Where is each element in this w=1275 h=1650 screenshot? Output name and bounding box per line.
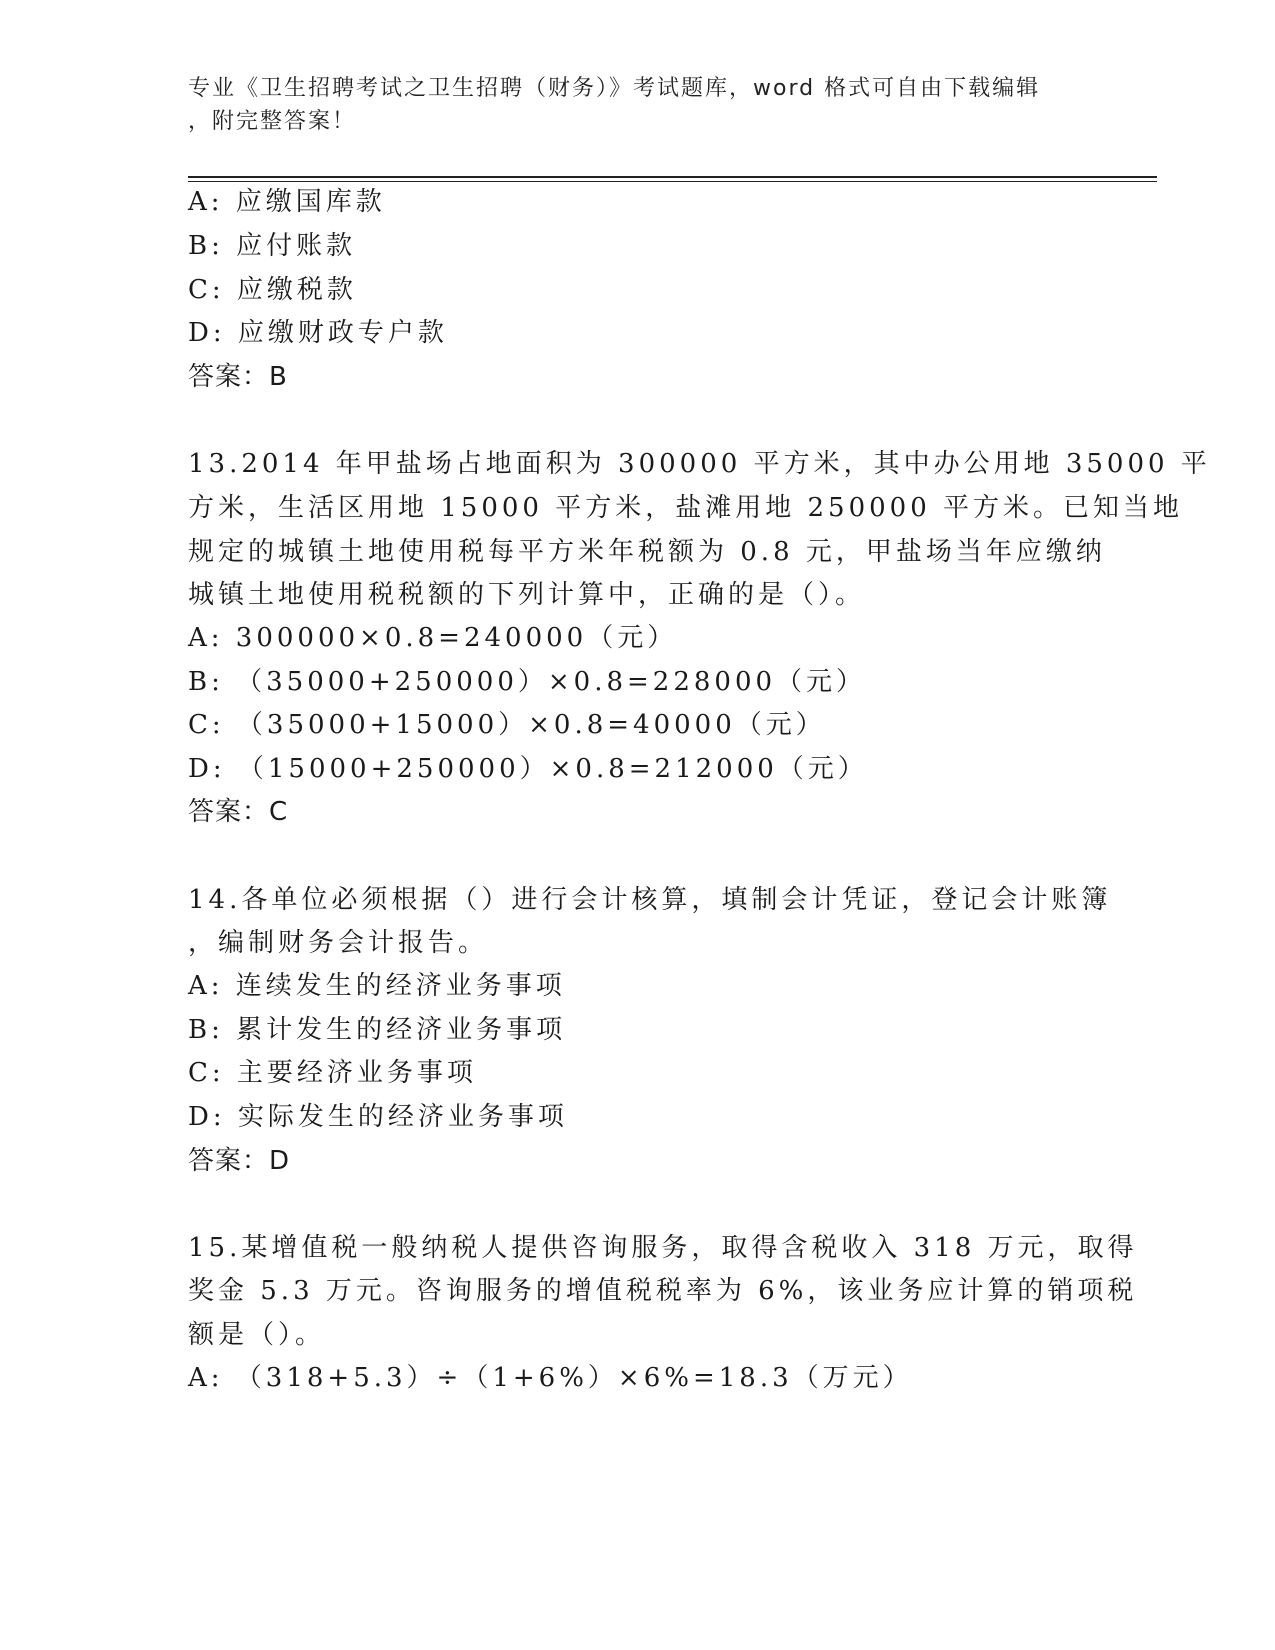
q13-answer: 答案：C: [188, 797, 289, 827]
q13-stem-line-3: 规定的城镇土地使用税每平方米年税额为 0.8 元，甲盐场当年应缴纳: [188, 537, 1106, 567]
q14-option-a: A: 连续发生的经济业务事项: [188, 971, 566, 1001]
q15-stem-line-2: 奖金 5.3 万元。咨询服务的增值税税率为 6%，该业务应计算的销项税: [188, 1276, 1138, 1306]
q15-option-a: A: （318+5.3）÷（1+6%）×6%=18.3（万元）: [188, 1363, 913, 1393]
document-header: [188, 72, 1088, 138]
q13-stem-line-4: 城镇土地使用税税额的下列计算中，正确的是（）。: [188, 580, 866, 610]
q13-option-c: C: （35000+15000）×0.8=40000（元）: [188, 710, 826, 740]
header-line-1: 专业《卫生招聘考试之卫生招聘（财务）》考试题库，word 格式可自由下载编辑: [188, 76, 1041, 101]
q15-stem-line-1: 15.某增值税一般纳税人提供咨询服务，取得含税收入 318 万元，取得: [188, 1233, 1138, 1263]
q12-answer: 答案：B: [188, 362, 288, 392]
q14-option-b: B: 累计发生的经济业务事项: [188, 1015, 567, 1045]
q13-stem-line-2: 方米，生活区用地 15000 平方米，盐滩用地 250000 平方米。已知当地: [188, 493, 1184, 523]
q14-option-c: C: 主要经济业务事项: [188, 1058, 477, 1088]
q12-option-b: B: 应付账款: [188, 231, 357, 261]
q13-option-d: D: （15000+250000）×0.8=212000（元）: [188, 754, 868, 784]
q15-stem-line-3: 额是（）。: [188, 1320, 326, 1350]
q14-answer: 答案：D: [188, 1146, 291, 1176]
q14-stem-line-1: 14.各单位必须根据（）进行会计核算，填制会计凭证，登记会计账簿: [188, 885, 1112, 915]
q14-option-d: D: 实际发生的经济业务事项: [188, 1102, 568, 1132]
q13-option-a: A: 300000×0.8=240000（元）: [188, 623, 678, 653]
q12-option-c: C: 应缴税款: [188, 275, 357, 305]
q12-option-d: D: 应缴财政专户款: [188, 318, 448, 348]
header-rule-thin: [188, 181, 1157, 182]
q14-stem-line-2: ，编制财务会计报告。: [188, 928, 489, 958]
q12-option-a: A: 应缴国库款: [188, 187, 386, 217]
q13-option-b: B: （35000+250000）×0.8=228000（元）: [188, 667, 867, 697]
q13-stem-line-1: 13.2014 年甲盐场占地面积为 300000 平方米，其中办公用地 35000 平: [188, 449, 1211, 479]
header-rule-thick: [188, 176, 1157, 178]
header-line-2: ，附完整答案！: [188, 109, 357, 134]
